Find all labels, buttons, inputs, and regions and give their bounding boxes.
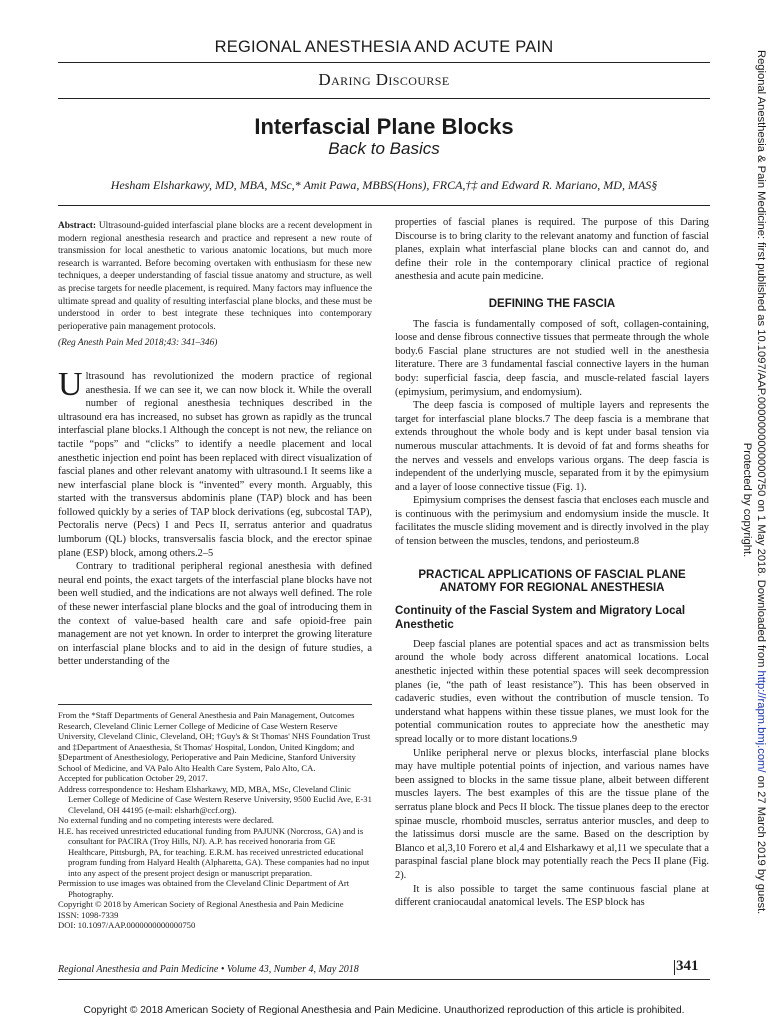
right-column <box>395 216 709 910</box>
footer-journal: Regional Anesthesia and Pain Medicine • Volume 43, Number 4, May 2018 <box>58 964 359 975</box>
body-paragraph: It is also possible to target the same continuous fascial plane at different craniocaudal anatomical levels. The ESP block has <box>395 883 709 909</box>
footnote-issn: ISSN: 1098-7339 <box>58 909 119 920</box>
body-paragraph: Epimysium comprises the densest fascia that encloses each muscle and is continuous with the perimysium and endomysium inside the muscle. It facilitates the muscle sliding movement and is directly involved in the play of tension between the muscles, tendons, and periosteum.8 <box>395 495 709 548</box>
footer-rule <box>58 979 710 980</box>
section-label: Daring Discourse <box>318 70 450 89</box>
footnote-permission: Permission to use images was obtained from the Cleveland Clinic Department of Art Photography. <box>58 878 350 899</box>
footnote-disclosures: H.E. has received unrestricted educational funding from PAJUNK (Norcross, GA) and is consultant for PACIRA (Troy Hills, NJ). A.P. has received honoraria from GE Healthcare, Pittsburgh, PA, for teaching. E.R.M. has received unrestricted educational program funding from Halyard Health (Alpharetta, GA). These companies had no input into any aspect of the present project design or manuscript preparation. <box>58 825 370 878</box>
page-number-divider <box>674 960 675 975</box>
header-rule <box>58 62 710 63</box>
footnote-doi: DOI: 10.1097/AAP.0000000000000750 <box>58 920 196 930</box>
body-paragraph: Unlike peripheral nerve or plexus blocks, interfascial plane blocks may have multiple potential points of injection, and various names have been assigned to blocks in the same tissue plane, albeit between different muscles layers. The best examples of this are the tissue plane of the serratus plane block and Pecs II block. The tissue planes deep to the erector spinae muscle, rhomboid muscles, serratus anterior muscles, and deep to the latissimus dorsi muscle are the same. Based on the description by Blanco et al,3,10 Forero et al,4 and Elsharkawy et al,11 we speculate that a paraspinal fascial plane block may potentially reach the Pecs II plane (Fig. 2). <box>395 747 709 881</box>
footnote-rule <box>58 704 372 705</box>
intro-paragraph <box>58 365 372 560</box>
footnote-correspondence: Address correspondence to: Hesham Elsharkawy, MD, MBA, MSc, Cleveland Clinic Lerner College of Medicine of Case Western Reserve University, 9500 Euclid Ave, E-31 Cleveland, OH 44195 (e-mail: elsharh@ccf.org). <box>58 783 372 815</box>
body-paragraph: Contrary to traditional peripheral regional anesthesia with defined neural end points, the exact targets of the interfascial plane blocks have not been well studied, and the indications are not always well defined. The role of these newer interfascial plane blocks and the goal of introducing them in the context of value-based health care and safe opioid-free pain management are not yet known. In order to interpret the growing literature on interfascial plane blocks and to aid in the design of future studies, a better understanding of the <box>58 561 372 668</box>
journal-header: REGIONAL ANESTHESIA AND ACUTE PAIN <box>214 38 554 56</box>
copyright-notice: Copyright © 2018 American Society of Regional Anesthesia and Pain Medicine. Unauthorized reproduction of this article is prohibited. <box>83 1005 685 1016</box>
drop-cap: U <box>58 365 83 403</box>
abstract <box>58 220 372 333</box>
abstract-text: Ultrasound-guided interfascial plane blocks are a recent development in modern regional anesthesia research and practice and represent a new route of transmission for local anesthetic to various anatomic locations, but much more research is warranted. Before becoming overtaken with enthusiasm for these new techniques, a deeper understanding of fascial tissue anatomy and structure, as well as precise targets for needle placement, is required. Many factors may influence the ultimate spread and quality of resulting interfascial plane blocks, and these must be understood in order to best integrate these techniques into contemporary perioperative pain management protocols. <box>58 221 373 332</box>
body-paragraph: Deep fascial planes are potential spaces and act as transmission belts around the whole body across different anatomical locations. Local anesthetic injected within these potential spaces will seek decompression planes (ie, “the path of least resistance”). This has been observed in cadaveric studies, even without the contribution of muscle tension. To understand what happens within these tissue planes, we must look for the potential communication routes to appreciate how the anesthetic may spread locally or to more distant locations.9 <box>395 638 709 745</box>
section-heading-fascia: DEFINING THE FASCIA <box>488 297 616 310</box>
footnote-copyright: Copyright © 2018 by American Society of Regional Anesthesia and Pain Medicine <box>58 899 344 909</box>
author-rule <box>58 205 710 206</box>
page-number: 341 <box>676 958 699 974</box>
section-rule <box>58 98 710 99</box>
body-paragraph: The fascia is fundamentally composed of soft, collagen-containing, loose and dense fibrous connective tissues that permeate through the whole body.6 Fascial plane structures are not studied well in the anesthesia literature. There are 3 fundamental fascial connective layers in the human body: superficial fascia, deep fascia, and muscle-related fascial layers (epimysium, perimysium, and endomysium). <box>395 318 709 398</box>
author-list: Hesham Elsharkawy, MD, MBA, MSc,* Amit Pawa, MBBS(Hons), FRCA,†‡ and Edward R. Mariano, MD, MAS§ <box>110 178 658 192</box>
footnote-accepted: Accepted for publication October 29, 2017. <box>58 773 208 783</box>
footnote-funding: No external funding and no competing interests were declared. <box>58 815 274 825</box>
watermark-line-2: Protected by copyright. <box>741 442 753 558</box>
footnote-affiliations: From the *Staff Departments of General Anesthesia and Pain Management, Outcomes Research, Cleveland Clinic Lerner College of Medicine of Case Western Reserve University, Cleveland Clinic, Cleveland, OH; †Guy's & St Thomas' NHS Foundation Trust and ‡Department of Anaesthesia, St Thomas' Hospital, London, United Kingdom; and §Department of Anesthesiology, Perioperative and Pain Medicine, Stanford University School of Medicine, and VA Palo Alto Health Care System, Palo Alto, CA. <box>58 710 371 773</box>
footnotes <box>58 710 372 931</box>
article-subtitle: Back to Basics <box>328 139 440 158</box>
watermark-line-1: Regional Anesthesia & Pain Medicine: first published as 10.1097/AAP.0000000000000750 on 1 May 2018. Downloaded from http://rapm.bmj.com/ on 27 March 2019 by guest. <box>755 50 767 915</box>
section-heading-applications: PRACTICAL APPLICATIONS OF FASCIAL PLANE ANATOMY FOR REGIONAL ANESTHESIA <box>418 568 686 595</box>
intro-text: ltrasound has revolutionized the modern practice of regional anesthesia. If we can see it, we can now block it. While the overall number of regional anesthesia techniques described in the ultrasound era has increased, no subset has grown as rapidly as the truncal interfascial plane blocks.1 Although the concept is not new, the reliance on tactile “pops” and “clicks” to identify a needle placement and local anesthetic injection end point has been replaced with direct visualization of fascial planes and other relevant anatomy with ultrasound.1 It seems like a new interfascial plane block is “invented” every month. Arguably, this started with the transversus abdominis plane (TAP) block and has been followed quickly by a series of TAP block derivations (eg, subcostal TAP), Pectoralis nerve (Pecs) I and Pecs II, serratus anterior and quadratus lumborum (QL) blocks, transversalis fascia block, and the erector spinae plane (ESP) block, among others.2–5 <box>58 370 372 559</box>
rapm-link[interactable]: http://rapm.bmj.com/ <box>755 670 767 773</box>
left-column <box>58 220 372 669</box>
subsection-heading: Continuity of the Fascial System and Migratory Local Anesthetic <box>395 604 686 631</box>
download-watermark <box>738 50 768 950</box>
body-paragraph: The deep fascia is composed of multiple layers and represents the target for interfascial plane blocks.7 The deep fascia is a membrane that extends throughout the whole body and is kept under basal tension via numerous muscular attachments. It is devoid of fat and forms sheaths for the nerves and vessels and envelops various organs. The deep fascia is independent of the underlying muscle, separated from it by the epimysium and a layer of loose connective tissue (Fig. 1). <box>395 400 709 493</box>
continuation-paragraph: properties of fascial planes is required. The purpose of this Daring Discourse is to bring clarity to the relevant anatomy and function of fascial planes, explain what interfascial plane blocks can and cannot do, and define their role in the contemporary clinical practice of regional anesthesia and acute pain medicine. <box>395 217 709 283</box>
article-title: Interfascial Plane Blocks <box>254 114 514 139</box>
abstract-label: Abstract: <box>58 221 97 231</box>
citation: (Reg Anesth Pain Med 2018;43: 341–346) <box>58 338 218 349</box>
